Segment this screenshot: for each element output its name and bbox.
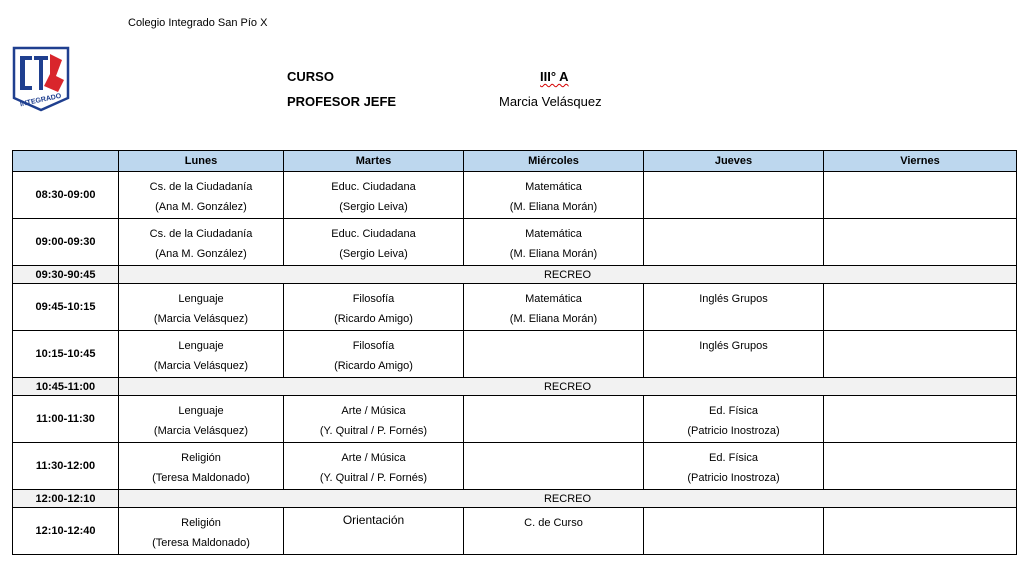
teacher: (Teresa Maldonado) bbox=[152, 472, 250, 484]
column-header-time bbox=[13, 151, 119, 172]
break-label: RECREO bbox=[119, 266, 1017, 284]
teacher: (Marcia Velásquez) bbox=[153, 313, 249, 325]
break-label: RECREO bbox=[119, 490, 1017, 508]
schedule-cell bbox=[644, 219, 824, 266]
break-row bbox=[13, 490, 1017, 508]
teacher: (Marcia Velásquez) bbox=[153, 360, 249, 372]
school-name: Colegio Integrado San Pío X bbox=[128, 17, 268, 29]
subject: Inglés Grupos bbox=[699, 340, 768, 352]
subject: Matemática bbox=[525, 228, 582, 240]
subject: Cs. de la Ciudadanía bbox=[149, 228, 253, 240]
schedule-cell bbox=[284, 172, 464, 219]
schedule-cell bbox=[464, 284, 644, 331]
schedule-cell bbox=[644, 284, 824, 331]
teacher: (Ricardo Amigo) bbox=[334, 313, 413, 325]
logo-text: INTEGRADO bbox=[19, 92, 62, 109]
table-row bbox=[13, 331, 1017, 378]
teacher: (Teresa Maldonado) bbox=[152, 537, 250, 549]
schedule-cell bbox=[464, 396, 644, 443]
subject: Lenguaje bbox=[178, 293, 224, 305]
teacher: (Sergio Leiva) bbox=[339, 248, 408, 260]
table-row bbox=[13, 443, 1017, 490]
header-row bbox=[13, 151, 1017, 172]
subject: Lenguaje bbox=[178, 405, 224, 417]
schedule-cell bbox=[284, 443, 464, 490]
table-row bbox=[13, 172, 1017, 219]
teacher: (Sergio Leiva) bbox=[339, 201, 408, 213]
schedule-cell bbox=[119, 443, 284, 490]
column-header-viernes: Viernes bbox=[824, 151, 1017, 172]
schedule-cell bbox=[644, 443, 824, 490]
schedule-cell bbox=[119, 508, 284, 555]
teacher: (Patricio Inostroza) bbox=[687, 425, 780, 437]
break-row bbox=[13, 266, 1017, 284]
schedule-cell bbox=[119, 331, 284, 378]
subject: Ed. Física bbox=[709, 452, 758, 464]
table-row bbox=[13, 284, 1017, 331]
time-slot: 11:30-12:00 bbox=[13, 443, 119, 490]
teacher: (M. Eliana Morán) bbox=[509, 313, 598, 325]
time-slot: 10:15-10:45 bbox=[13, 331, 119, 378]
subject: Orientación bbox=[342, 513, 405, 527]
schedule-cell bbox=[644, 331, 824, 378]
break-label: RECREO bbox=[119, 378, 1017, 396]
subject: Inglés Grupos bbox=[699, 293, 768, 305]
subject: Matemática bbox=[525, 293, 582, 305]
subject: Arte / Música bbox=[341, 452, 406, 464]
schedule-table bbox=[12, 150, 1017, 555]
teacher-value: Marcia Velásquez bbox=[499, 94, 602, 109]
teacher: (Y. Quitral / P. Fornés) bbox=[319, 472, 428, 484]
schedule-cell bbox=[464, 331, 644, 378]
schedule-cell bbox=[119, 219, 284, 266]
subject: Educ. Ciudadana bbox=[331, 181, 416, 193]
schedule-cell bbox=[824, 219, 1017, 266]
table-row bbox=[13, 508, 1017, 555]
column-header-jueves: Jueves bbox=[644, 151, 824, 172]
schedule-cell bbox=[284, 331, 464, 378]
schedule-cell bbox=[824, 443, 1017, 490]
teacher: (Y. Quitral / P. Fornés) bbox=[319, 425, 428, 437]
schedule-cell bbox=[119, 172, 284, 219]
break-row bbox=[13, 378, 1017, 396]
subject: Cs. de la Ciudadanía bbox=[149, 181, 253, 193]
teacher: (M. Eliana Morán) bbox=[509, 248, 598, 260]
subject: Educ. Ciudadana bbox=[331, 228, 416, 240]
schedule-cell bbox=[119, 284, 284, 331]
time-slot: 09:30-90:45 bbox=[13, 266, 119, 284]
schedule-cell bbox=[644, 172, 824, 219]
subject: Religión bbox=[181, 452, 221, 464]
schedule-cell bbox=[824, 396, 1017, 443]
teacher: (Ricardo Amigo) bbox=[334, 360, 413, 372]
teacher: (M. Eliana Morán) bbox=[509, 201, 598, 213]
schedule-cell bbox=[284, 508, 464, 555]
schedule-cell bbox=[284, 219, 464, 266]
schedule-cell bbox=[464, 219, 644, 266]
subject: Filosofía bbox=[352, 293, 395, 305]
time-slot: 10:45-11:00 bbox=[13, 378, 119, 396]
course-value: III° A bbox=[540, 69, 569, 84]
time-slot: 11:00-11:30 bbox=[13, 396, 119, 443]
time-slot: 09:00-09:30 bbox=[13, 219, 119, 266]
schedule-cell bbox=[824, 508, 1017, 555]
time-slot: 12:10-12:40 bbox=[13, 508, 119, 555]
subject: C. de Curso bbox=[524, 517, 583, 529]
column-header-miercoles: Miércoles bbox=[464, 151, 644, 172]
column-header-lunes: Lunes bbox=[119, 151, 284, 172]
schedule-cell bbox=[464, 443, 644, 490]
teacher-label: PROFESOR JEFE bbox=[287, 94, 397, 109]
schedule-cell bbox=[824, 284, 1017, 331]
teacher: (Marcia Velásquez) bbox=[153, 425, 249, 437]
schedule-cell bbox=[644, 508, 824, 555]
schedule-cell bbox=[119, 396, 284, 443]
schedule-cell bbox=[464, 508, 644, 555]
subject: Religión bbox=[181, 517, 221, 529]
subject: Lenguaje bbox=[178, 340, 224, 352]
teacher: (Patricio Inostroza) bbox=[687, 472, 780, 484]
table-row bbox=[13, 396, 1017, 443]
teacher: (Ana M. González) bbox=[155, 248, 247, 260]
subject: Filosofía bbox=[352, 340, 395, 352]
time-slot: 08:30-09:00 bbox=[13, 172, 119, 219]
column-header-martes: Martes bbox=[284, 151, 464, 172]
school-logo bbox=[12, 46, 70, 112]
time-slot: 09:45-10:15 bbox=[13, 284, 119, 331]
table-row bbox=[13, 219, 1017, 266]
subject: Ed. Física bbox=[709, 405, 758, 417]
schedule-cell bbox=[284, 284, 464, 331]
time-slot: 12:00-12:10 bbox=[13, 490, 119, 508]
schedule-cell bbox=[824, 331, 1017, 378]
schedule-cell bbox=[464, 172, 644, 219]
subject: Matemática bbox=[525, 181, 582, 193]
school-logo-icon bbox=[12, 46, 70, 112]
schedule-cell bbox=[644, 396, 824, 443]
schedule-cell bbox=[284, 396, 464, 443]
course-label: CURSO bbox=[287, 69, 334, 84]
teacher: (Ana M. González) bbox=[155, 201, 247, 213]
subject: Arte / Música bbox=[341, 405, 406, 417]
schedule-cell bbox=[824, 172, 1017, 219]
